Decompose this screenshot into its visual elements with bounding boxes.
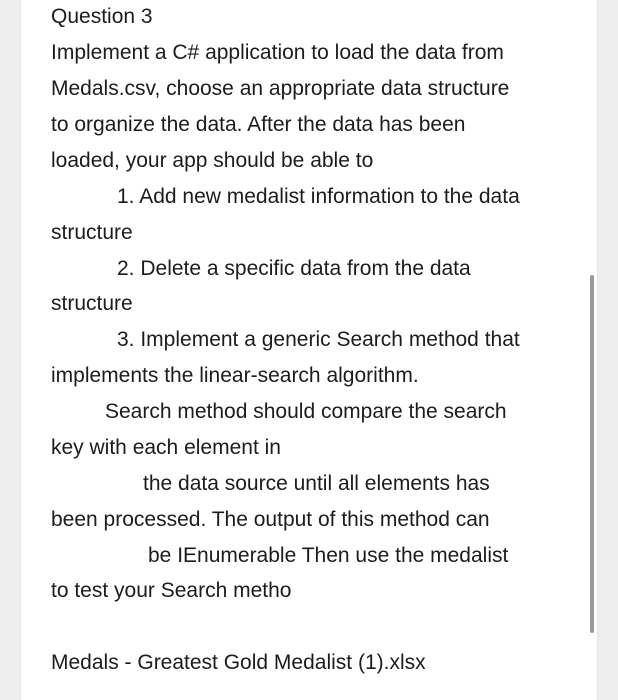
question-card xyxy=(20,0,598,700)
question-text-line: loaded, your app should be able to xyxy=(51,149,374,172)
question-text-line: structure xyxy=(51,292,133,315)
question-text-line: implements the linear-search algorithm. xyxy=(51,364,419,387)
question-text-line: structure xyxy=(51,221,133,244)
question-text-line: Search method should compare the search xyxy=(105,400,507,423)
question-text-line: the data source until all elements has xyxy=(143,472,490,495)
question-text-line: been processed. The output of this method can xyxy=(51,508,490,531)
scrollbar-thumb[interactable] xyxy=(590,275,594,633)
question-text-line: key with each element in xyxy=(51,436,281,459)
attachment-link[interactable]: Medals - Greatest Gold Medalist (1).xlsx xyxy=(51,651,426,674)
question-text-line: to organize the data. After the data has been xyxy=(51,113,466,136)
question-text-line: 1. Add new medalist information to the data xyxy=(117,185,520,208)
question-text-line: to test your Search metho xyxy=(51,579,292,602)
question-text-line: Implement a C# application to load the data from xyxy=(51,41,504,64)
question-text-line: 3. Implement a generic Search method that xyxy=(117,328,520,351)
question-text-line: be IEnumerable Then use the medalist xyxy=(148,544,509,567)
question-text-line: Medals.csv, choose an appropriate data structure xyxy=(51,77,510,100)
question-title: Question 3 xyxy=(51,5,153,28)
question-text-line: 2. Delete a specific data from the data xyxy=(117,257,471,280)
